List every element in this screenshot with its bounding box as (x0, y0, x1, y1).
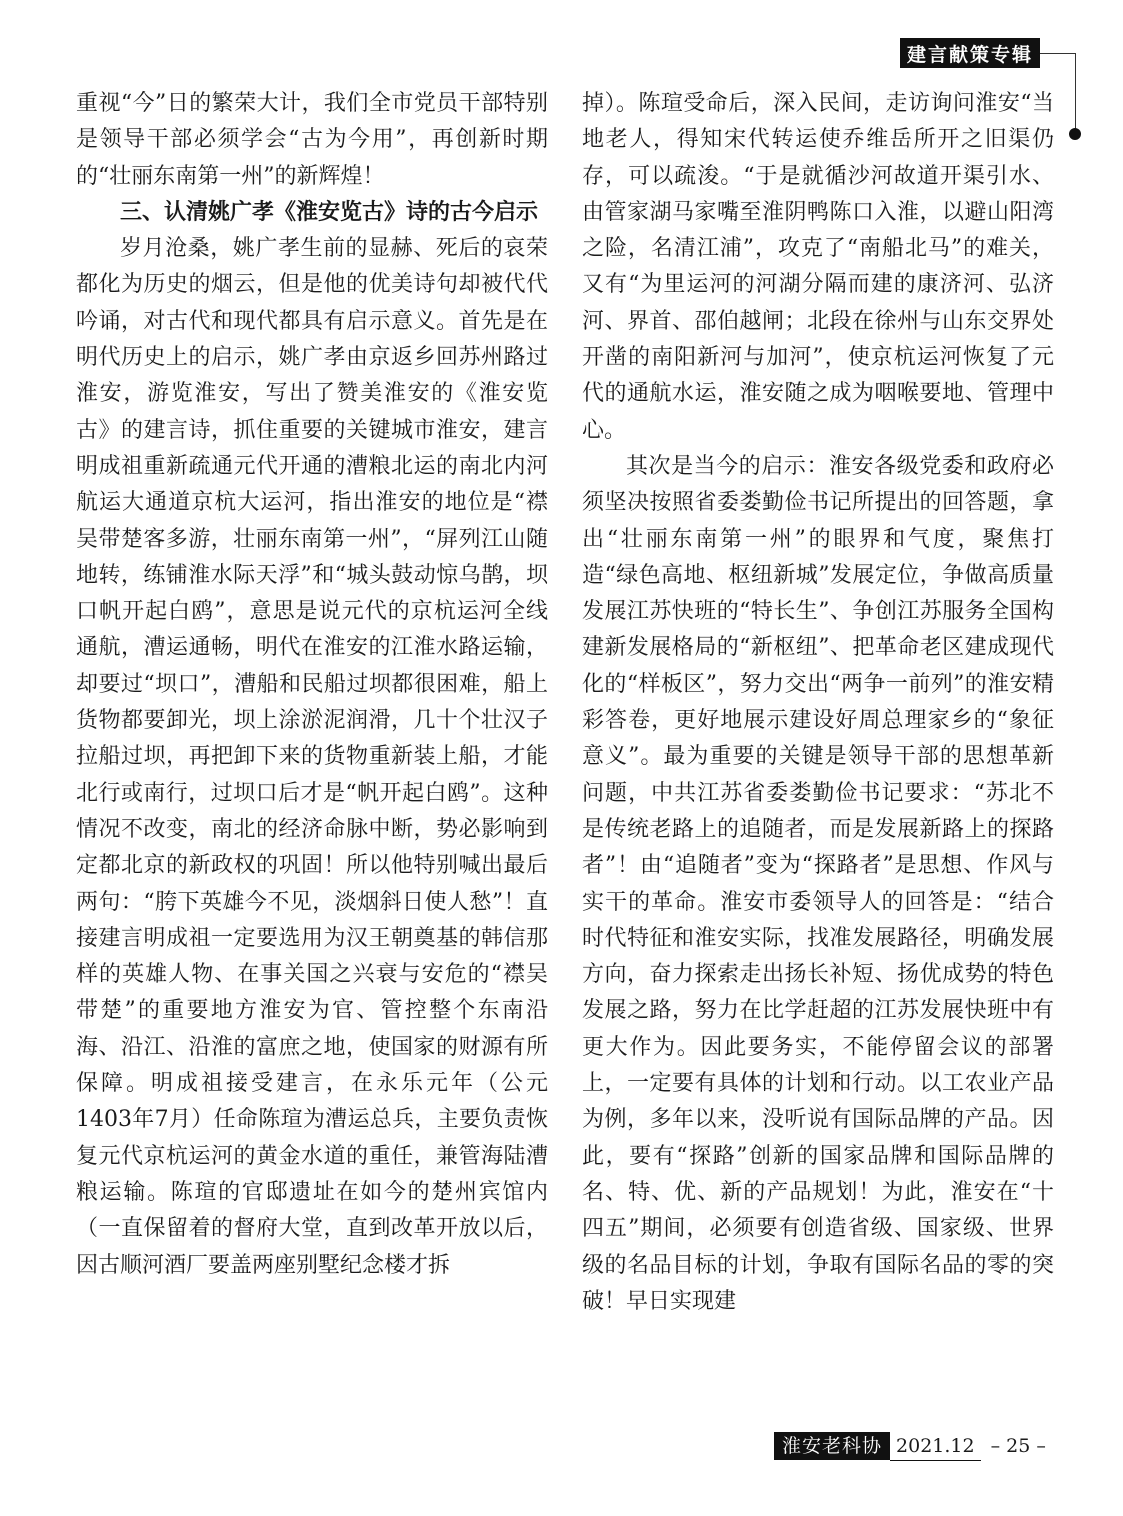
left-column (76, 86, 548, 1284)
page-footer (774, 1432, 1046, 1460)
section-label-badge (900, 38, 1040, 68)
right-column (582, 86, 1054, 1320)
footer-journal-name: 淮安老科协 (774, 1432, 890, 1460)
left-paragraph-main: 岁月沧桑，姚广孝生前的显赫、死后的哀荣都化为历史的烟云，但是他的优美诗句却被代代吟诵，对古代和现代都具有启示意义。首先是在明代历史上的启示，姚广孝由京返乡回苏州路过淮安，游览淮安，写出了赞美淮安的《淮安览古》的建言诗，抓住重要的关键城市淮安，建言明成祖重新疏通元代开通的漕粮北运的南北内河航运大通道京杭大运河，指出淮安的地位是“襟吴带楚客多游，壮丽东南第一州”，“屏列江山随地转，练铺淮水际天浮”和“城头鼓动惊乌鹊，坝口帆开起白鸥”，意思是说元代的京杭运河全线通航，漕运通畅，明代在淮安的江淮水路运输，却要过“坝口”，漕船和民船过坝都很困难，船上货物都要卸光，坝上涂淤泥润滑，几十个壮汉子拉船过坝，再把卸下来的货物重新装上船，才能北行或南行，过坝口后才是“帆开起白鸥”。这种情况不改变，南北的经济命脉中断，势必影响到定都北京的新政权的巩固！所以他特别喊出最后两句：“胯下英雄今不见，淡烟斜日使人愁”！直接建言明成祖一定要选用为汉王朝奠基的韩信那样的英雄人物、在事关国之兴衰与安危的“襟吴带楚”的重要地方淮安为官、管控整个东南沿海、沿江、沿淮的富庶之地，使国家的财源有所保障。明成祖接受建言，在永乐元年（公元1403年7月）任命陈瑄为漕运总兵，主要负责恢复元代京杭运河的黄金水道的重任，兼管海陆漕粮运输。陈瑄的官邸遗址在如今的楚州宾馆内（一直保留着的督府大堂，直到改革开放以后，因古顺河酒厂要盖两座别墅纪念楼才拆 (76, 236, 548, 1278)
header-rule-horizontal (1040, 53, 1076, 54)
section-heading: 三、认清姚广孝《淮安览古》诗的古今启示 (120, 199, 539, 225)
header-dot-ornament (1069, 128, 1081, 140)
header-rule-vertical (1075, 53, 1076, 133)
right-paragraph-continued: 掉）。陈瑄受命后，深入民间，走访询问淮安“当地老人，得知宋代转运使乔维岳所开之旧渠仍存，可以疏浚。“于是就循沙河故道开渠引水、由管家湖马家嘴至淮阴鸭陈口入淮，以避山阳湾之险，名清江浦”，攻克了“南船北马”的难关，又有“为里运河的河湖分隔而建的康济河、弘济河、界首、邵伯越闸；北段在徐州与山东交界处开凿的南阳新河与加河”，使京杭运河恢复了元代的通航水运，淮安随之成为咽喉要地、管理中心。 (582, 91, 1054, 443)
left-paragraph-continued: 重视“今”日的繁荣大计，我们全市党员干部特别是领导干部必须学会“古为今用”，再创新时期的“壮丽东南第一州”的新辉煌！ (76, 91, 548, 189)
footer-page-number: – 25 – (990, 1435, 1046, 1457)
footer-issue-date: 2021.12 (890, 1432, 981, 1461)
right-paragraph-main: 其次是当今的启示：淮安各级党委和政府必须坚决按照省委娄勤俭书记所提出的回答题，拿出“壮丽东南第一州”的眼界和气度，聚焦打造“绿色高地、枢纽新城”发展定位，争做高质量发展江苏快班的“特长生”、争创江苏服务全国构建新发展格局的“新枢纽”、把革命老区建成现代化的“样板区”，努力交出“两争一前列”的淮安精彩答卷，更好地展示建设好周总理家乡的“象征意义”。最为重要的关键是领导干部的思想革新问题，中共江苏省委娄勤俭书记要求：“苏北不是传统老路上的追随者，而是发展新路上的探路者”！由“追随者”变为“探路者”是思想、作风与实干的革命。淮安市委领导人的回答是：“结合时代特征和淮安实际，找准发展路径，明确发展方向，奋力探索走出扬长补短、扬优成势的特色发展之路，努力在比学赶超的江苏发展快班中有更大作为。因此要务实，不能停留会议的部署上，一定要有具体的计划和行动。以工农业产品为例，多年以来，没听说有国际品牌的产品。因此，要有“探路”创新的国家品牌和国际品牌的名、特、优、新的产品规划！为此，淮安在“十四五”期间，必须要有创造省级、国家级、世界级的名品目标的计划，争取有国际名品的零的突破！早日实现建 (582, 453, 1054, 1314)
section-label: 建言献策专辑 (906, 43, 1033, 66)
